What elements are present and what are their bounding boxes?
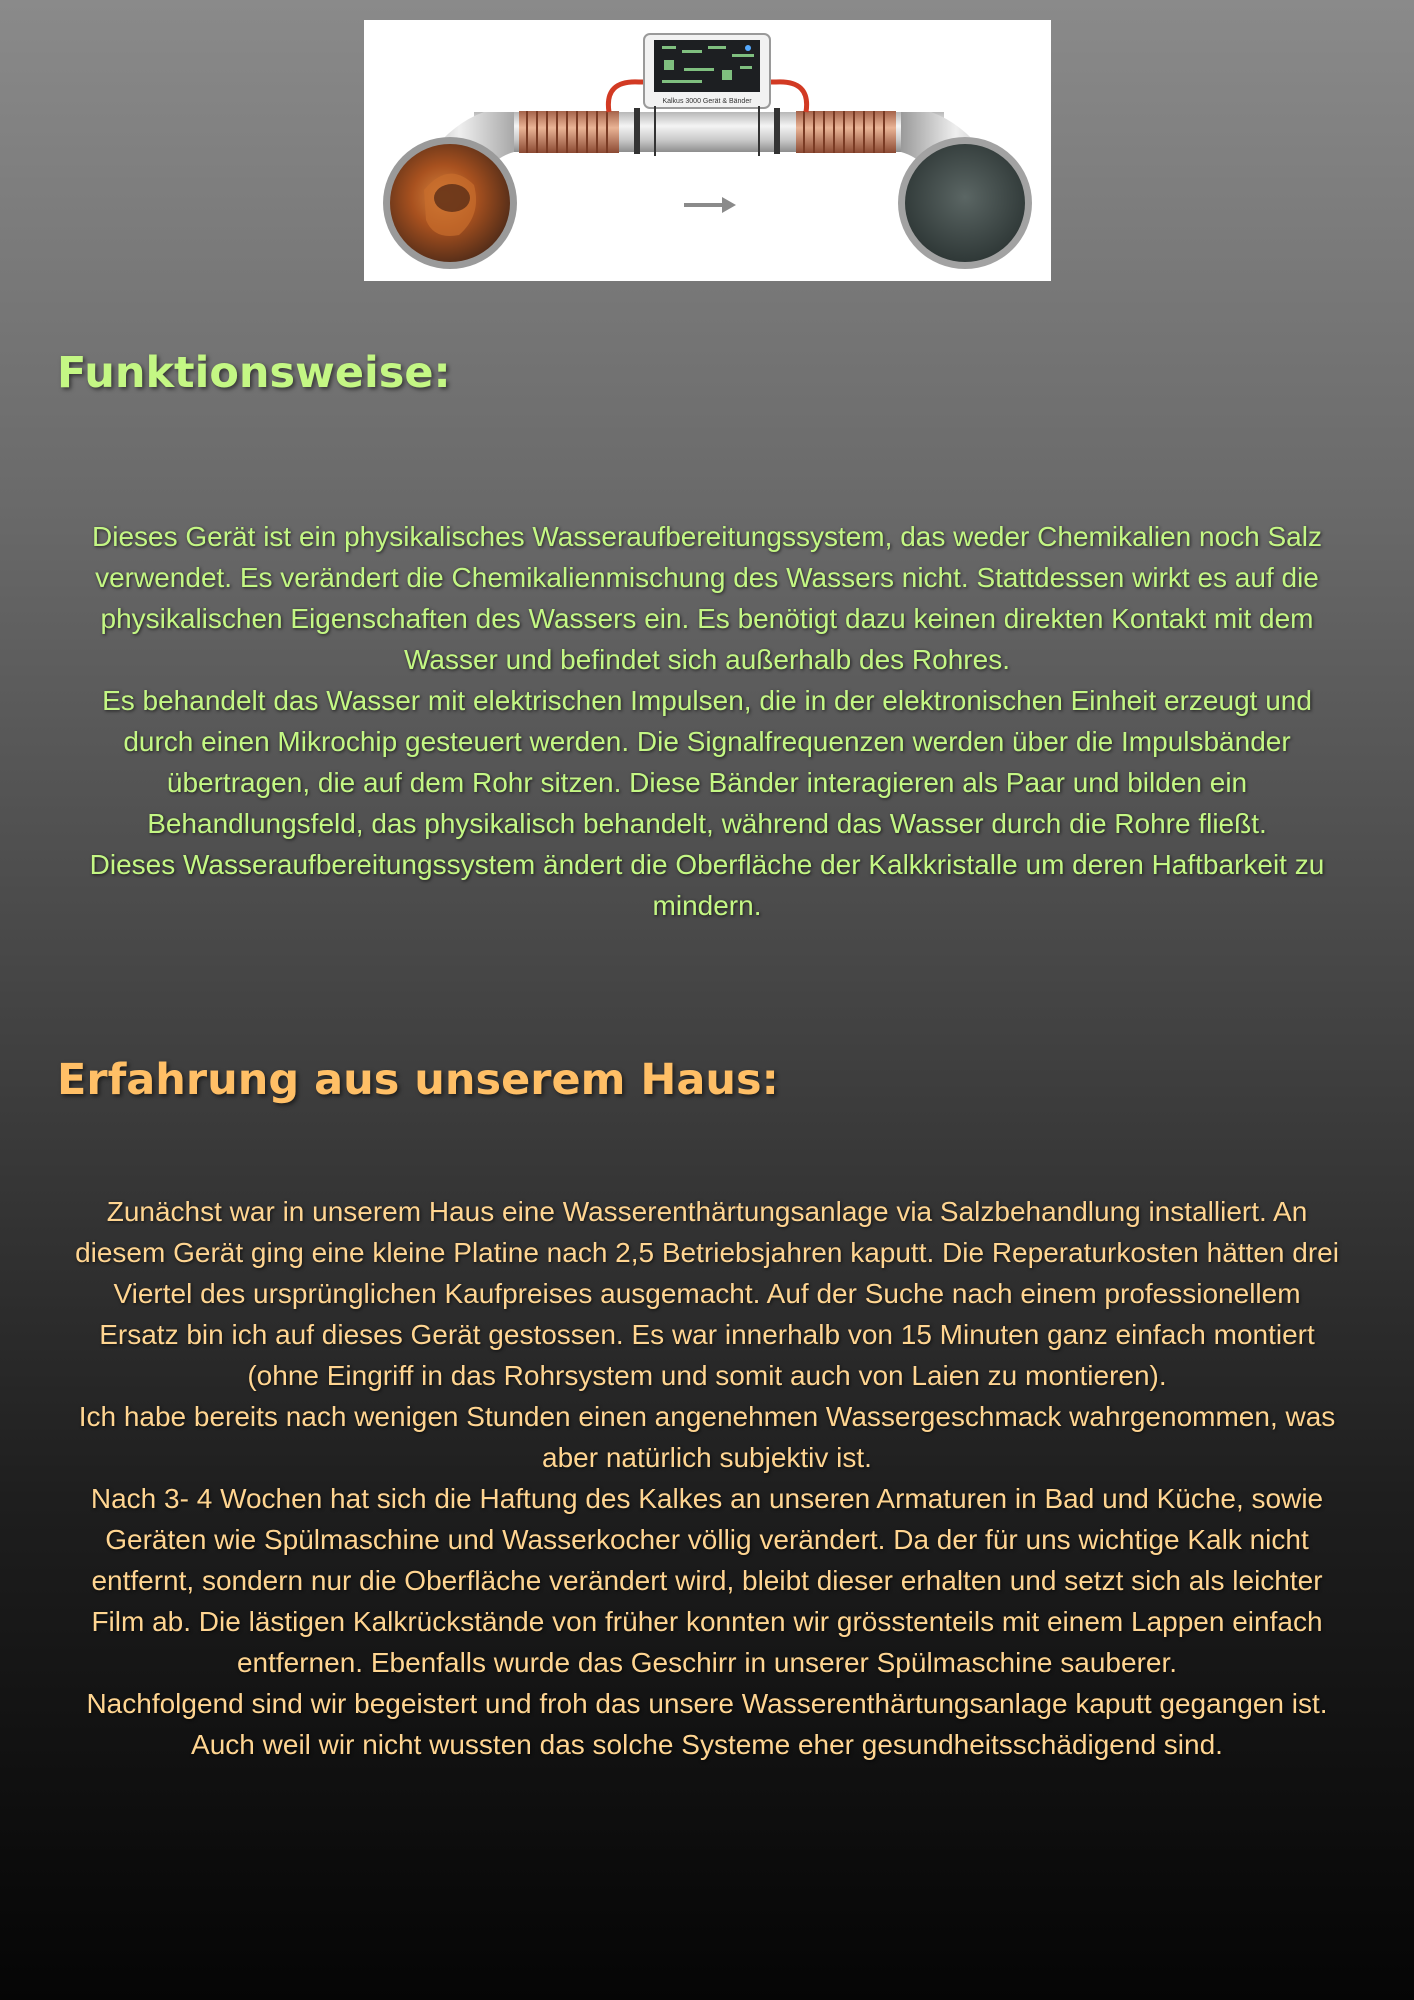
section-heading-experience: Erfahrung aus unserem Haus: <box>57 1055 779 1105</box>
experience-paragraph: Nachfolgend sind wir begeistert und froh das unsere Wasserenthärtungsanlage kaputt gegangen ist. Auch weil wir nicht wussten das solche Systeme eher gesundheitsschädigend sind. <box>86 1688 1328 1760</box>
pipe-illustration <box>364 20 1051 281</box>
experience-description <box>72 1191 1342 1765</box>
function-description <box>72 516 1342 926</box>
experience-paragraph: Zunächst war in unserem Haus eine Wasserenthärtungsanlage via Salzbehandlung installiert. An diesem Gerät ging eine kleine Platine nach 2,5 Betriebsjahren kaputt. Die Reperaturkosten hätten drei Viertel des ursprünglichen Kaufpreises ausgemacht. Auf der Suche nach einem professionellem Ersatz bin ich auf dieses Gerät gestossen. Es war innerhalb von 15 Minuten ganz einfach montiert (ohne Eingriff in das Rohrsystem und somit auch von Laien zu montieren). <box>75 1196 1339 1391</box>
arrow-right-icon <box>684 197 736 213</box>
section-heading-function: Funktionsweise: <box>57 348 451 398</box>
function-paragraph: Dieses Gerät ist ein physikalisches Wasseraufbereitungssystem, das weder Chemikalien noch Salz verwendet. Es verändert die Chemikalienmischung des Wassers nicht. Stattdessen wirkt es auf die physikalischen Eigenschaften des Wassers ein. Es benötigt dazu keinen direkten Kontakt mit dem Wasser und befindet sich außerhalb des Rohres. <box>92 521 1322 675</box>
device-label: Kalkus 3000 Gerät & Bänder <box>662 98 752 105</box>
experience-paragraph: Ich habe bereits nach wenigen Stunden einen angenehmen Wassergeschmack wahrgenommen, was aber natürlich subjektiv ist. <box>78 1401 1336 1473</box>
right-coil <box>796 111 896 153</box>
function-paragraph: Es behandelt das Wasser mit elektrischen Impulsen, die in der elektronischen Einheit erzeugt und durch einen Mikrochip gesteuert werden. Die Signalfrequenzen werden über die Impulsbänder übertragen, die auf dem Rohr sitzen. Diese Bänder interagieren als Paar und bilden ein Behandlungsfeld, das physikalisch behandelt, während das Wasser durch die Rohre fließt. <box>102 685 1312 839</box>
experience-paragraph: Nach 3- 4 Wochen hat sich die Haftung des Kalkes an unseren Armaturen in Bad und Küche, sowie Geräten wie Spülmaschine und Wasserkocher völlig verändert. Da der für uns wichtige Kalk nicht entfernt, sondern nur die Oberfläche verändert wird, bleibt dieser erhalten und setzt sich als leichter Film ab. Die lästigen Kalkrückstände von früher konnten wir grösstenteils mit einem Lappen einfach entfernen. Ebenfalls wurde das Geschirr in unserer Spülmaschine sauberer. <box>90 1483 1324 1678</box>
function-paragraph: Dieses Wasseraufbereitungssystem ändert die Oberfläche der Kalkkristalle um deren Haftbarkeit zu mindern. <box>89 849 1325 921</box>
product-image <box>364 20 1051 281</box>
left-coil <box>519 111 619 153</box>
clean-pipe-opening <box>905 144 1025 262</box>
